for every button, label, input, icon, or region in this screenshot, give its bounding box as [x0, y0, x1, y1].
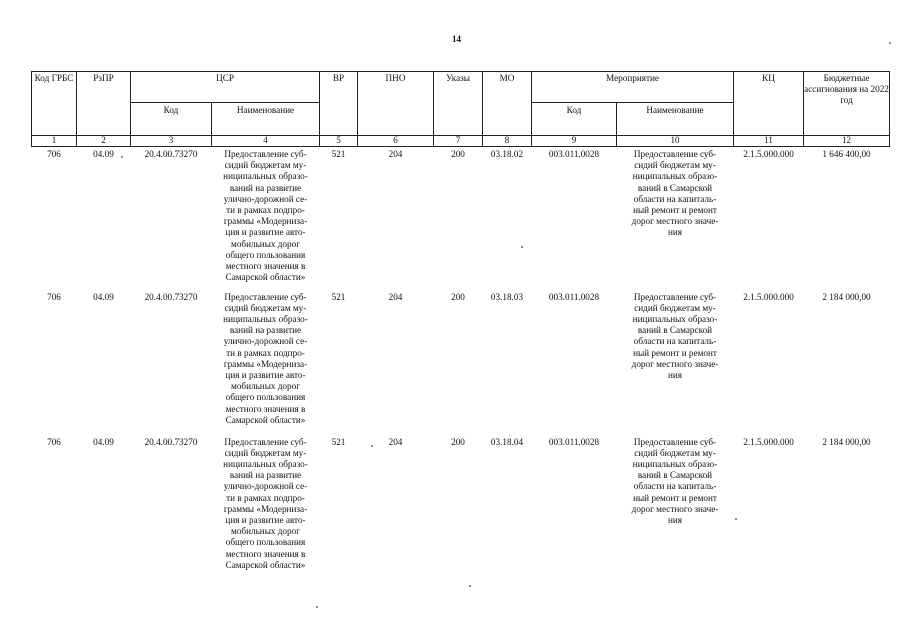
column-number: 9 — [532, 136, 617, 147]
cell-ukazy: 200 — [451, 291, 465, 302]
column-number: 1 — [32, 136, 77, 147]
cell-kc: 2.1.5.000.000 — [743, 291, 794, 302]
cell-rzpr: 04.09 — [93, 291, 114, 302]
header-grbs: Код ГРБС — [32, 72, 77, 136]
cell-csr-code: 20.4.00.73270 — [144, 291, 198, 302]
scan-speck — [889, 42, 891, 44]
cell-csr-code: 20.4.00.73270 — [144, 436, 198, 447]
column-number: 5 — [320, 136, 358, 147]
budget-allocation-table — [31, 71, 890, 580]
cell-grbs: 706 — [47, 149, 61, 159]
cell-mer-name: Предоставление суб- сидий бюджетам му- ниципальных образо- ваний в Самарской области на капиталь- ный ремонт и ремонт дорог местного значе- ния — [631, 149, 719, 238]
table-row — [32, 147, 890, 290]
column-number: 10 — [617, 136, 734, 147]
column-number: 12 — [804, 136, 890, 147]
cell-mo: 03.18.04 — [490, 436, 524, 447]
header-csr: ЦСР — [131, 72, 320, 103]
cell-mer-name: Предоставление суб- сидий бюджетам му- ниципальных образо- ваний в Самарской области на капиталь- ный ремонт и ремонт дорог местного значе- ния — [631, 291, 719, 380]
column-number: 6 — [358, 136, 434, 147]
header-rzpr: РзПР — [77, 72, 131, 136]
column-number: 7 — [434, 136, 483, 147]
cell-vr: 521 — [331, 149, 346, 159]
cell-kc: 2.1.5.000.000 — [743, 436, 794, 447]
column-number: 4 — [212, 136, 320, 147]
cell-budget: 1 646 400,00 — [822, 149, 871, 159]
header-mer-code: Код — [532, 103, 617, 136]
cell-csr-name: Предоставление суб- сидий бюджетам му- ниципальных образо- ваний на развитие улично-дорожной се- ти в рамках подпро- граммы «Модерниза- ция и развитие авто- мобильных дорог общего пользования местного значения в Самарской области» — [223, 436, 308, 570]
cell-pno: 204 — [388, 149, 403, 159]
scan-speck — [735, 518, 737, 520]
scan-speck — [316, 606, 318, 608]
header-kc: КЦ — [734, 72, 804, 136]
cell-rzpr: 04.09 — [93, 149, 114, 159]
header-pno: ПНО — [358, 72, 434, 136]
header-csr-name: Наименование — [212, 103, 320, 136]
cell-grbs: 706 — [47, 291, 61, 302]
table-row — [32, 290, 890, 435]
header-mo: МО — [483, 72, 532, 136]
scan-speck — [469, 585, 471, 587]
header-vr: ВР — [320, 72, 358, 136]
cell-mo: 03.18.02 — [490, 149, 524, 159]
column-number: 3 — [131, 136, 212, 147]
cell-vr: 521 — [331, 291, 346, 302]
cell-ukazy: 200 — [451, 436, 465, 447]
cell-mer-code: 003.011.0028 — [548, 149, 600, 159]
cell-kc: 2.1.5.000.000 — [743, 149, 794, 159]
cell-csr-code: 20.4.00.73270 — [144, 149, 198, 159]
cell-vr: 521 — [331, 436, 346, 447]
cell-mer-name: Предоставление суб- сидий бюджетам му- ниципальных образо- ваний в Самарской области на капиталь- ный ремонт и ремонт дорог местного значе- ния — [631, 436, 719, 525]
cell-mo: 03.18.03 — [490, 291, 524, 302]
cell-rzpr: 04.09 — [93, 436, 114, 447]
cell-pno: 204 — [388, 436, 403, 447]
column-number: 8 — [483, 136, 532, 147]
header-mer-name: Наименование — [617, 103, 734, 136]
scan-speck — [371, 445, 373, 447]
header-ukazy: Указы — [434, 72, 483, 136]
column-number: 2 — [77, 136, 131, 147]
cell-csr-name: Предоставление суб- сидий бюджетам му- ниципальных образо- ваний на развитие улично-дорожной се- ти в рамках подпро- граммы «Модерниза- ция и развитие авто- мобильных дорог общего пользования местного значения в Самарской области» — [223, 149, 308, 283]
column-number: 11 — [734, 136, 804, 147]
header-budget: Бюджетные ассигнования на 2022 год — [804, 72, 890, 136]
table-row — [32, 435, 890, 580]
header-csr-code: Код — [131, 103, 212, 136]
page-number: 14 — [452, 34, 461, 44]
cell-mer-code: 003.011.0028 — [548, 436, 600, 447]
cell-csr-name: Предоставление суб- сидий бюджетам му- ниципальных образо- ваний на развитие улично-дорожной се- ти в рамках подпро- граммы «Модерниза- ция и развитие авто- мобильных дорог общего пользования местного значения в Самарской области» — [223, 291, 308, 425]
scan-speck — [521, 246, 523, 248]
cell-mer-code: 003.011.0028 — [548, 291, 600, 302]
cell-budget: 2 184 000,00 — [822, 291, 871, 302]
cell-grbs: 706 — [47, 436, 61, 447]
cell-ukazy: 200 — [451, 149, 465, 159]
cell-pno: 204 — [388, 291, 403, 302]
header-meropriyatie: Мероприятие — [532, 72, 734, 103]
cell-budget: 2 184 000,00 — [822, 436, 871, 447]
scan-speck — [121, 156, 123, 158]
